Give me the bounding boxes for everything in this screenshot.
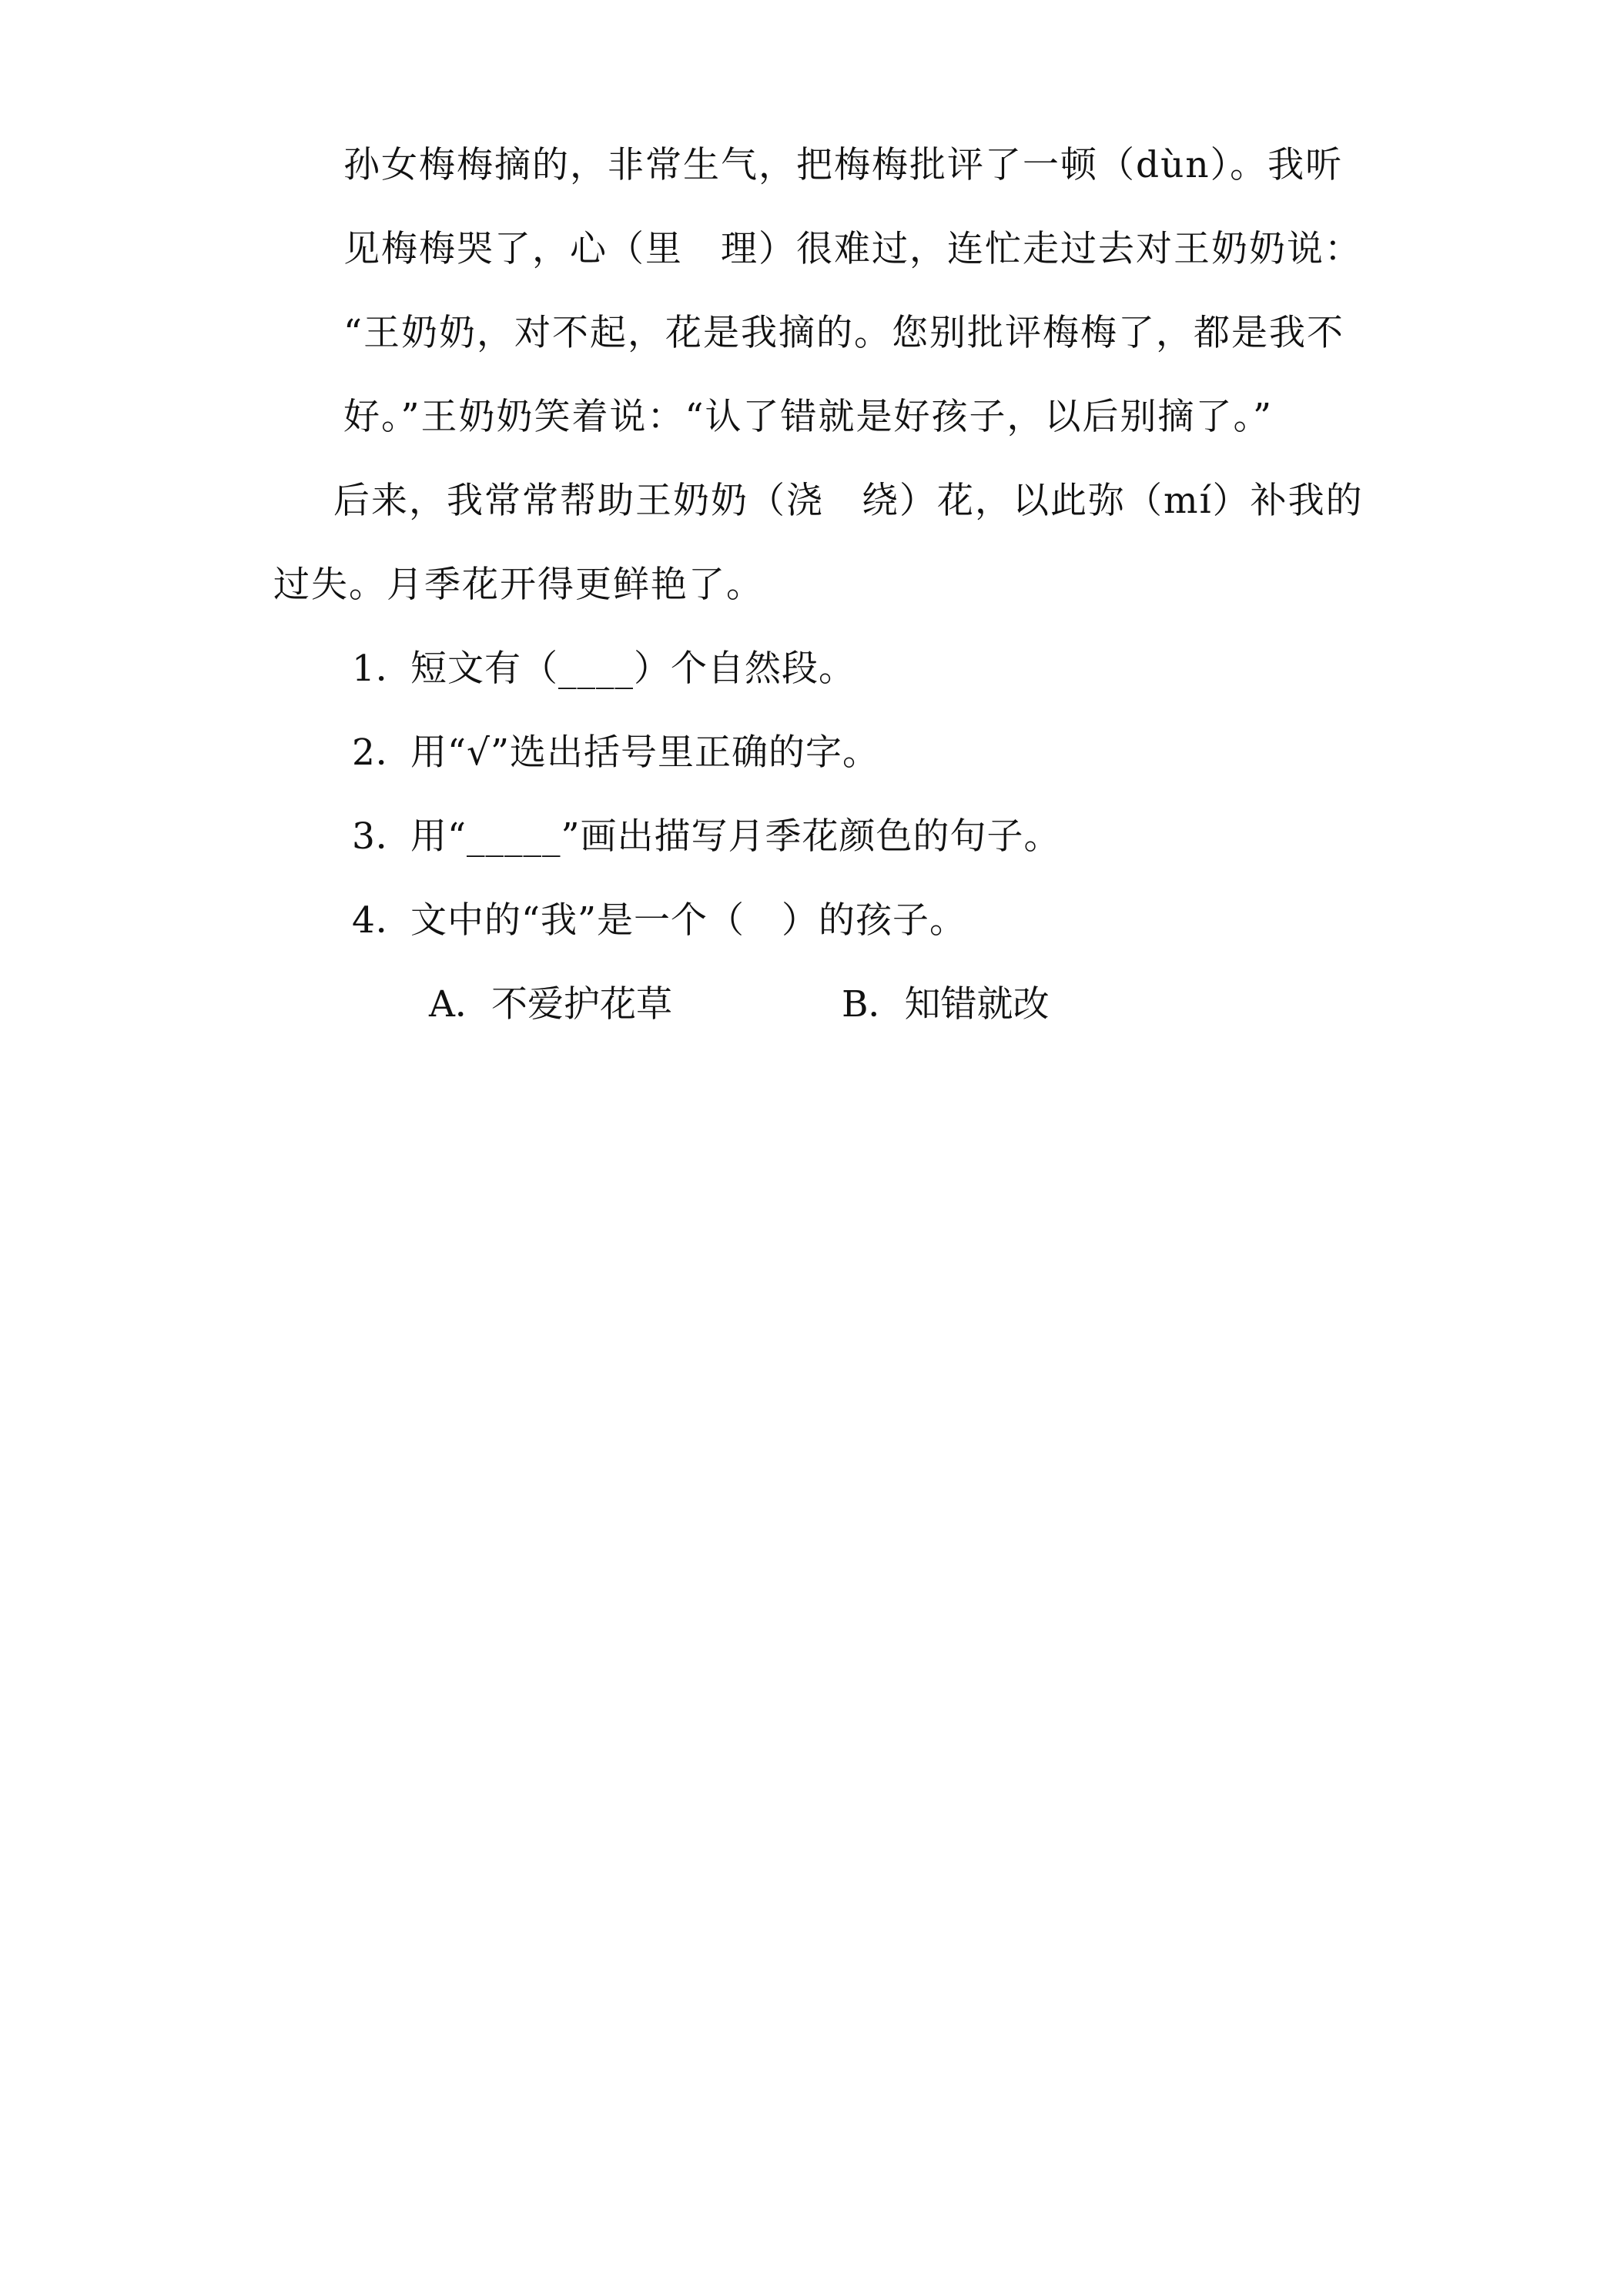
passage-line-4: 好。”王奶奶笑着说：“认了错就是好孩子，以后别摘了。”: [343, 396, 1274, 438]
question-number: 2．: [352, 731, 413, 774]
passage-line-6: 过失。月季花开得更鲜艳了。: [273, 564, 764, 606]
question-2: [352, 730, 879, 776]
option-b: B．知错就改: [842, 983, 1050, 1026]
question-text: 短文有（____）个自然段。: [410, 648, 856, 690]
passage-line-1: 孙女梅梅摘的，非常生气，把梅梅批评了一顿（dùn）。我听: [343, 144, 1344, 186]
question-text: 用“√”选出括号里正确的字。: [410, 731, 880, 774]
passage-line-5: 后来，我常常帮助王奶奶（浇 绕）花，以此弥（mí）补我的: [333, 480, 1364, 522]
question-4: [352, 898, 966, 944]
question-number: 4．: [352, 899, 413, 942]
question-number: 1．: [352, 648, 413, 690]
question-text: 文中的“我”是一个（ ）的孩子。: [410, 899, 967, 942]
question-text: 用“_____”画出描写月季花颜色的句子。: [410, 815, 1061, 858]
question-number: 3．: [352, 815, 413, 858]
passage-line-3: “王奶奶，对不起，花是我摘的。您别批评梅梅了，都是我不: [343, 312, 1345, 354]
question-1: [352, 646, 856, 692]
question-3: [352, 814, 1061, 860]
option-a: A．不爱护花草: [429, 983, 672, 1026]
passage-line-2: 见梅梅哭了，心（里 理）很难过，连忙走过去对王奶奶说：: [343, 228, 1362, 270]
